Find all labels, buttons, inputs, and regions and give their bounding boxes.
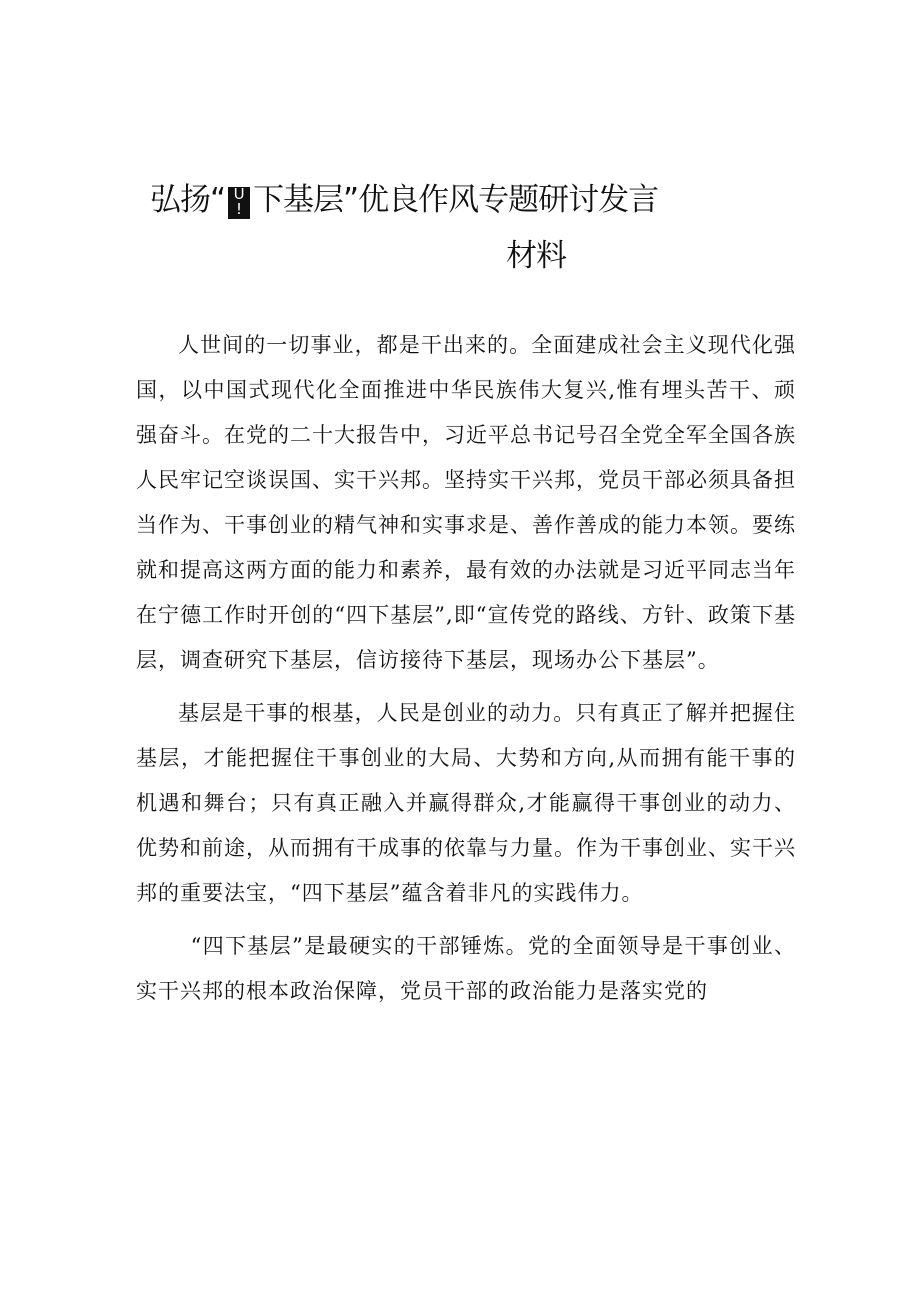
title-line-1 bbox=[150, 172, 790, 228]
paragraph-1: 人世间的一切事业，都是干出来的。全面建成社会主义现代化强国，以中国式现代化全面推进中华民族伟大复兴,惟有埋头苦干、顽强奋斗。在党的二十大报告中，习近平总书记号召全党全军全国各族人民牢记空谈误国、实干兴邦。坚持实干兴邦，党员干部必须具备担当作为、干事创业的精气神和实事求是、善作善成的能力本领。要练就和提高这两方面的能力和素养，最有效的办法就是习近平同志当年在宁德工作时开创的“四下基层”,即“宣传党的路线、方针、政策下基层，调查研究下基层，信访接待下基层，现场办公下基层”。 bbox=[136, 333, 796, 672]
document-body bbox=[136, 323, 796, 1022]
title-glitch-block bbox=[228, 187, 250, 219]
paragraph-2: 基层是干事的根基，人民是创业的动力。只有真正了解并把握住基层，才能把握住干事创业的大局、大势和方向,从而拥有能干事的机遇和舞台；只有真正融入并赢得群众,才能赢得干事创业的动力、优势和前途，从而拥有干成事的依靠与力量。作为干事创业、实干兴邦的重要法宝，“四下基层”蕴含着非凡的实践伟力。 bbox=[136, 701, 796, 905]
glitch-bottom-char: ! bbox=[236, 200, 243, 218]
glitch-top-char: U bbox=[233, 185, 245, 203]
title-text-after: 下基层”优良作风专题研讨发言 bbox=[253, 182, 659, 218]
paragraph-3: “四下基层”是最硬实的干部锤炼。党的全面领导是干事创业、实干兴邦的根本政治保障，党员干部的政治能力是落实党的 bbox=[136, 934, 796, 1003]
document-title bbox=[150, 172, 790, 284]
title-text-before: 弘扬“ bbox=[150, 182, 226, 218]
title-line-2: 材料 bbox=[506, 238, 566, 274]
